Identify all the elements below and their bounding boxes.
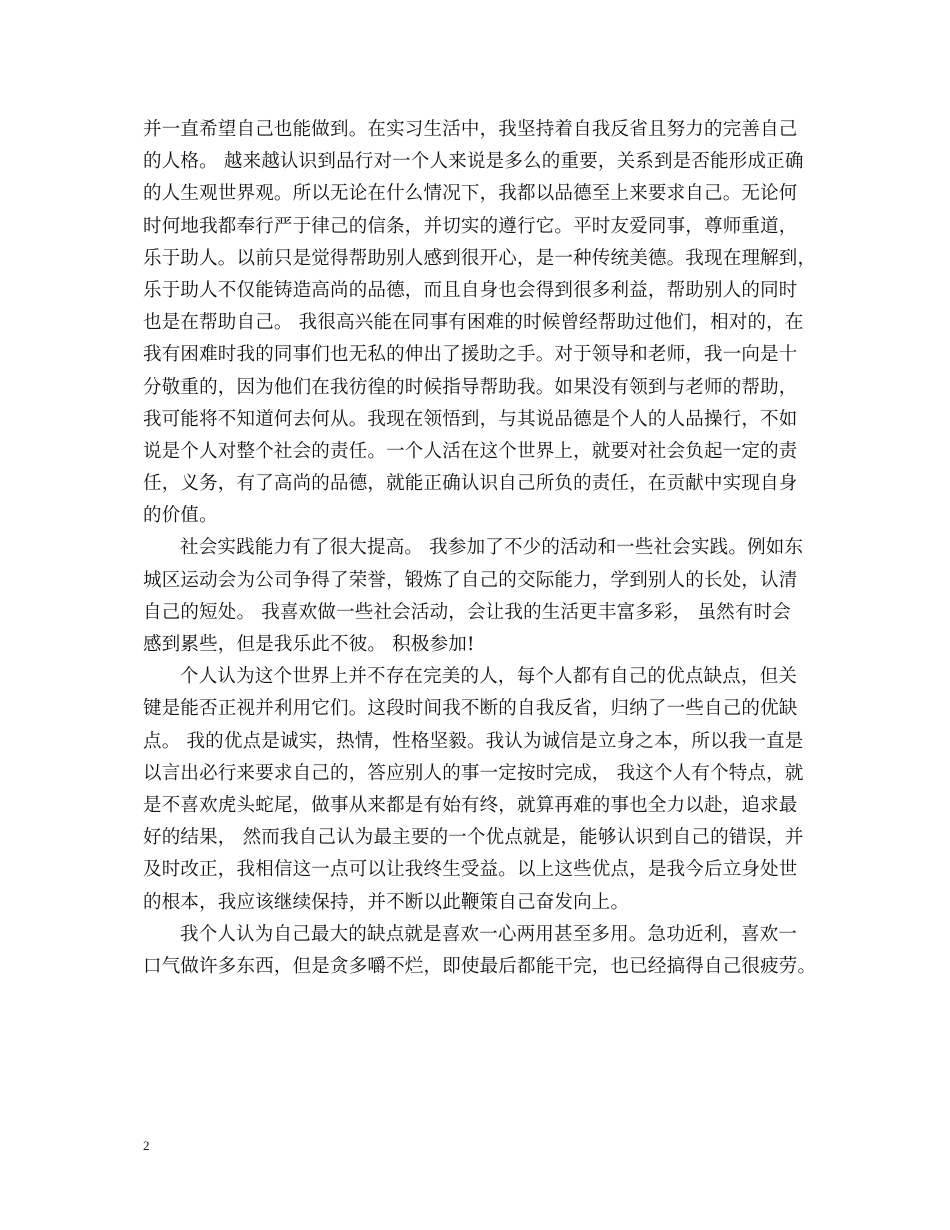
text-line: 口气做许多东西，但是贪多嚼不烂，即使最后都能干完，也已经搞得自己很疲劳。 [143, 955, 817, 977]
text-line: 社会实践能力有了很大提高。 我参加了不少的活动和一些社会实践。例如东 [180, 537, 804, 559]
text-line: 的人格。 越来越认识到品行对一个人来说是多么的重要，关系到是否能形成正确 [143, 151, 804, 173]
text-line: 我个人认为自己最大的缺点就是喜欢一心两用甚至多用。急功近利，喜欢一 [180, 923, 798, 945]
text-line: 个人认为这个世界上并不存在完美的人，每个人都有自己的优点缺点，但关 [180, 666, 798, 688]
text-line: 及时改正，我相信这一点可以让我终生受益。以上这些优点，是我今后立身处世 [143, 859, 798, 881]
text-line: 以言出必行来要求自己的，答应别人的事一定按时完成， 我这个人有个特点，就 [143, 762, 804, 784]
text-line: 城区运动会为公司争得了荣誉，锻炼了自己的交际能力，学到别人的长处，认清 [143, 569, 798, 591]
text-line: 时何地我都奉行严于律己的信条，并切实的遵行它。平时友爱同事，尊师重道， [143, 215, 798, 237]
text-line: 也是在帮助自己。 我很高兴能在同事有困难的时候曾经帮助过他们，相对的，在 [143, 312, 804, 334]
text-line: 我有困难时我的同事们也无私的伸出了援助之手。对于领导和老师，我一向是十 [143, 344, 798, 366]
text-line: 是不喜欢虎头蛇尾，做事从来都是有始有终，就算再难的事也全力以赴，追求最 [143, 794, 798, 816]
text-line: 好的结果， 然而我自己认为最主要的一个优点就是，能够认识到自己的错误，并 [143, 827, 804, 849]
text-line: 分敬重的，因为他们在我彷徨的时候指导帮助我。如果没有领到与老师的帮助， [143, 376, 798, 398]
text-line: 乐于助人不仅能铸造高尚的品德，而且自身也会得到很多利益，帮助别人的同时 [143, 279, 798, 301]
text-line: 任，义务，有了高尚的品德，就能正确认识自己所负的责任，在贡献中实现自身 [143, 473, 798, 495]
text-line: 说是个人对整个社会的责任。一个人活在这个世界上，就要对社会负起一定的责 [143, 440, 798, 462]
text-line: 键是能否正视并利用它们。这段时间我不断的自我反省，归纳了一些自己的优缺 [143, 698, 798, 720]
text-line: 点。 我的优点是诚实，热情，性格坚毅。我认为诚信是立身之本，所以我一直是 [143, 730, 804, 752]
text-line: 并一直希望自己也能做到。在实习生活中，我坚持着自我反省且努力的完善自己 [143, 119, 798, 140]
text-line: 我可能将不知道何去何从。我现在领悟到，与其说品德是个人的人品操行，不如 [143, 408, 798, 430]
text-line: 的根本，我应该继续保持，并不断以此鞭策自己奋发向上。 [143, 891, 630, 913]
text-line: 的人生观世界观。所以无论在什么情况下，我都以品德至上来要求自己。无论何 [143, 183, 798, 205]
text-line: 乐于助人。以前只是觉得帮助别人感到很开心，是一种传统美德。我现在理解到， [143, 247, 817, 269]
text-line: 自己的短处。 我喜欢做一些社会活动，会让我的生活更丰富多彩， 虽然有时会 [143, 601, 791, 623]
page-number: 2 [143, 1138, 150, 1153]
body-text [143, 114, 819, 983]
text-line: 的价值。 [143, 505, 218, 527]
text-line: 感到累些，但是我乐此不彼。 积极参加! [143, 634, 475, 655]
